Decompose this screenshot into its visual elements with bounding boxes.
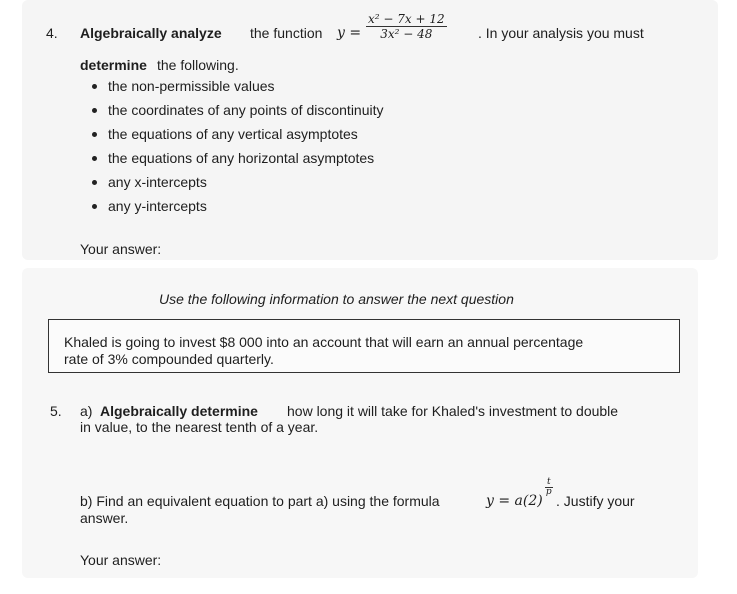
q4-lead-text: the function: [250, 25, 323, 41]
q4-answer-label: Your answer:: [80, 241, 162, 257]
info-heading: Use the following information to answer the next question: [159, 291, 514, 307]
q5-a-prefix: a): [80, 403, 93, 419]
q4-line2-bold: determine: [80, 57, 147, 73]
list-item: the equations of any vertical asymptotes: [86, 126, 384, 150]
q5-b-formula: y = a(2): [486, 493, 543, 509]
bullet-icon: [92, 84, 97, 89]
q4-function-fraction: [366, 12, 447, 41]
list-item: any x-intercepts: [86, 174, 384, 198]
list-item: the coordinates of any points of discontinuity: [86, 102, 384, 126]
list-item: any y-intercepts: [86, 198, 384, 222]
bullet-icon: [92, 132, 97, 137]
q5-b-text-1: b) Find an equivalent equation to part a) using the formula: [80, 493, 440, 509]
bullet-icon: [92, 108, 97, 113]
q5-a-bold: Algebraically determine: [100, 403, 258, 419]
info-line-2: rate of 3% compounded quarterly.: [64, 351, 274, 367]
q4-func-numerator: x² − 7x + 12: [368, 12, 445, 26]
q4-lead-bold: Algebraically analyze: [80, 25, 222, 41]
q5-b-text-2: . Justify your: [556, 493, 635, 509]
q4-func-y: y =: [337, 25, 362, 41]
question-5-number: 5.: [50, 403, 62, 419]
q5-a-text-2: in value, to the nearest tenth of a year.: [80, 419, 319, 435]
bullet-icon: [92, 156, 97, 161]
list-item: the non-permissible values: [86, 78, 384, 102]
info-line-1: Khaled is going to invest $8 000 into an account that will earn an annual percentage: [64, 334, 584, 350]
q4-tail: . In your analysis you must: [478, 25, 644, 41]
q4-line2-text: the following.: [157, 57, 239, 73]
bullet-icon: [92, 180, 97, 185]
q5-answer-label: Your answer:: [80, 552, 162, 568]
q4-requirements-list: [86, 78, 384, 222]
q5-b-exponent: $\frac{t}{p}$: [545, 477, 552, 497]
q5-a-text-1: how long it will take for Khaled's investment to double: [287, 403, 619, 419]
q4-func-denominator: 3x² − 48: [380, 27, 433, 41]
bullet-icon: [92, 204, 97, 209]
info-box: [48, 319, 680, 373]
q5-b-text-3: answer.: [80, 510, 129, 526]
question-4-number: 4.: [46, 25, 58, 41]
list-item: the equations of any horizontal asymptotes: [86, 150, 384, 174]
